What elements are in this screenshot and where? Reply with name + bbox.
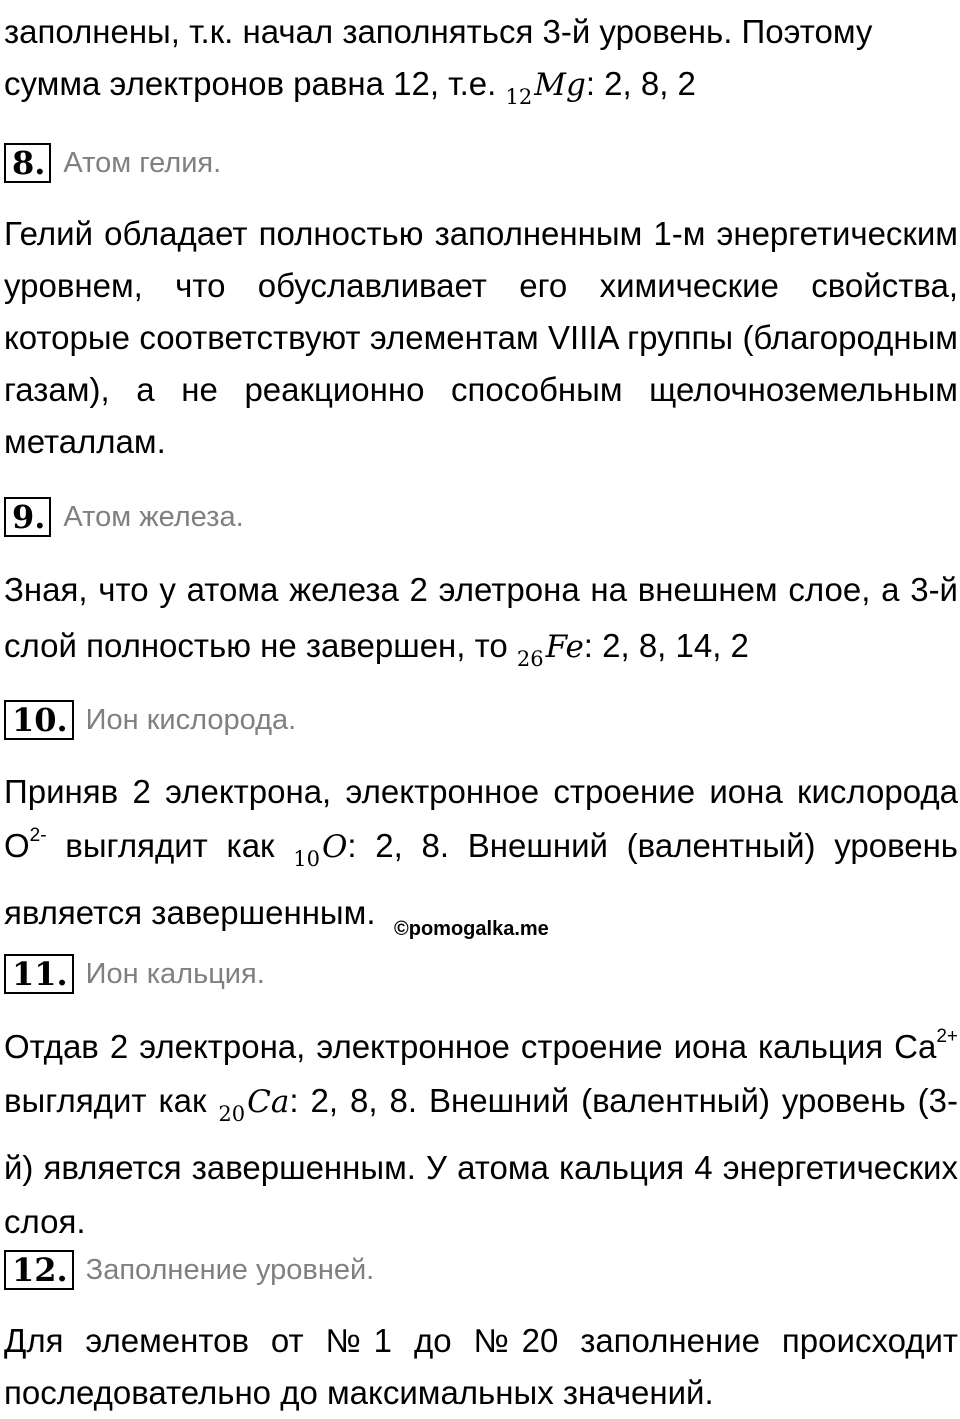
calcium-charge: 2+ (936, 1026, 958, 1047)
task-12-title: Заполнение уровней. (85, 1253, 375, 1286)
task-10-heading (4, 698, 296, 742)
task-9-paragraph (4, 562, 958, 687)
mg-configuration: : 2, 8, 2 (585, 65, 696, 102)
task-8-title: Атом гелия. (63, 146, 222, 179)
task-10-text: Приняв 2 электрона, электронное строение иона кислорода O (4, 773, 958, 864)
oxygen-charge: 2- (29, 825, 47, 846)
mg-formula: $_{12}$Mg (505, 67, 586, 109)
task-11-title: Ион кальция. (85, 957, 265, 990)
task-9-heading (4, 495, 244, 539)
fe-configuration: : 2, 8, 14, 2 (583, 627, 749, 664)
task-8-heading (4, 141, 221, 185)
watermark: ©pomogalka.me (394, 918, 549, 940)
o-configuration: : 2, 8. Внешний (валентный) уровень является завершенным. (4, 827, 959, 931)
ca-formula: $_{20}$Ca (218, 1084, 290, 1126)
task-8-text: Гелий обладает полностью заполненным 1-м энергетическим уровнем, что обуславливает его химические свойства, которые соответствуют элементам VIIIA группы (благородным газам), а не реакционно способным щелочноземельным металлам. (4, 215, 958, 460)
task-11-paragraph: Отдав 2 электрона, электронное строение иона кальция $Ca^{2+}$ выглядит как $_{20}$Ca: 2, 8, 8. Внешний (валентный) уровень (3-й) является завершенным. У атома кальция 4 энергетических слоя. (4, 1026, 958, 1240)
task-11-number: 11. (4, 954, 74, 994)
intro-paragraph (4, 6, 958, 123)
intro-line-2-text: сумма электронов равна 12, т.е. (4, 65, 506, 102)
task-10-number: 10. (4, 700, 74, 740)
ca-configuration: : 2, 8, 8. Внешний (валентный) уровень (3-й) является завершенным. У атома кальция 4 энергетических слоя. (4, 1082, 958, 1240)
task-9-title: Атом железа. (63, 500, 244, 533)
intro-line-1: заполнены, т.к. начал заполняться 3-й уровень. Поэтому (4, 13, 873, 50)
task-11-heading (4, 952, 265, 996)
task-11-text: Отдав 2 электрона, электронное строение иона кальция Ca (4, 1028, 937, 1065)
fe-formula: $_{26}$Fe (516, 629, 584, 671)
task-12-number: 12. (4, 1250, 74, 1290)
task-12-heading (4, 1248, 374, 1292)
task-9-number: 9. (4, 497, 51, 537)
task-10-title: Ион кислорода. (85, 703, 297, 736)
task-9-text: Зная, что у атома железа 2 элетрона на внешнем слое, а 3-й слой полностью не завершен, то (4, 571, 958, 664)
task-12-text: Для элементов от №1 до №20 заполнение происходит последовательно до максимальных значений. (4, 1322, 958, 1411)
task-8-number: 8. (4, 143, 51, 183)
task-10-paragraph: Приняв 2 электрона, электронное строение иона кислорода $O^{2-}$ выглядит как $_{10}$O: 2, 8. Внешний (валентный) уровень является завершенным. (4, 773, 959, 931)
o-formula: $_{10}$O (293, 829, 348, 871)
